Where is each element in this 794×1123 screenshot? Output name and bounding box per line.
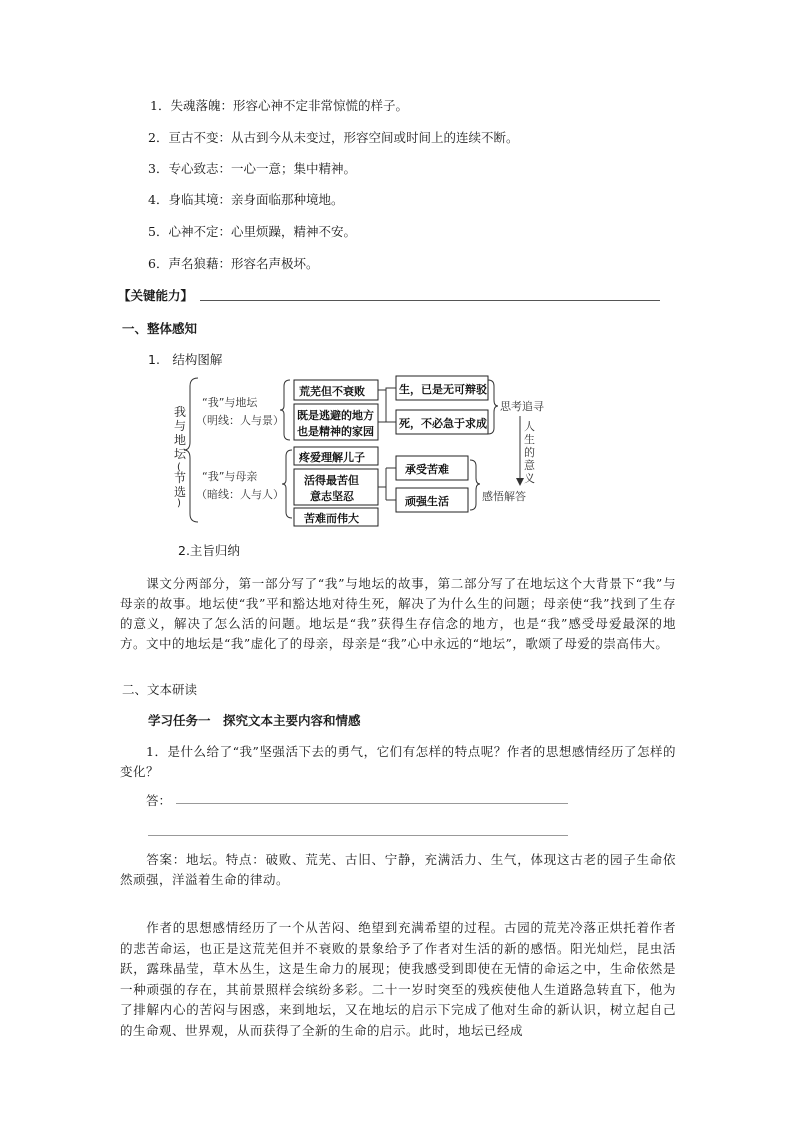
vocab-item-6: 6．声名狼藉：形容名声极坏。 (148, 256, 319, 271)
answer-paragraph-1: 答案：地坛。特点：破败、荒芜、古旧、宁静，充满活力、生气，体现这古老的园子生命依然顽强，洋溢着生命的律动。 (120, 852, 676, 887)
box-c-text: 生，已是无可辩驳 (399, 383, 487, 396)
structure-diagram (170, 372, 560, 532)
diagram-subtitle-char-2: 节 (174, 471, 187, 485)
connector-1 (378, 388, 396, 422)
vocab-item-4: 4．身临其境：亲身面临那种境地。 (148, 192, 344, 207)
section1-title: 一、整体感知 (122, 321, 198, 336)
diagram-title-char-1: 我 (174, 405, 187, 419)
diagram-title-char-2: 与 (174, 419, 187, 433)
answer-line-1[interactable] (176, 803, 568, 804)
diagram-title-char-3: 地 (174, 433, 187, 447)
right-vertical-char-5: 义 (524, 472, 535, 485)
box-b-text-1: 既是逃避的地方 (297, 409, 374, 422)
answer-line-2[interactable] (148, 835, 568, 836)
branch1-line2: （明线：人与景） (196, 414, 284, 427)
diagram-title-char-4: 坛 (174, 447, 187, 461)
branch1-line1: “我”与地坛 (202, 396, 258, 409)
theme-paragraph: 课文分两部分，第一部分写了“我”与地坛的故事，第二部分写了在地坛这个大背景下“我”与母亲的故事。地坛使“我”平和豁达地对待生死，解决了为什么生的问题；母亲使“我”找到了生存的意义，解决了怎么活的问题。地坛是“我”获得生存信念的地方，也是“我”感受母爱最深的地方。文中的地坛是“我”虚化了的母亲，母亲是“我”心中永远的“地坛”，歌颂了母爱的崇高伟大。 (120, 576, 676, 651)
section2-title: 二、文本研读 (122, 682, 198, 697)
right-vertical-char-3: 的 (524, 446, 535, 459)
key-ability-heading: 【关键能力】 (118, 288, 194, 303)
diagram-subtitle-char-4: ) (177, 498, 181, 509)
right-bottom-label: 感悟解答 (482, 490, 526, 503)
diagram-subtitle-char-1: ( (177, 462, 181, 473)
diagram-subtitle-char-3: 选 (174, 485, 187, 499)
task1-title: 学习任务一 探究文本主要内容和情感 (148, 713, 361, 728)
box-i-text: 顽强生活 (405, 495, 449, 508)
right-vertical-char-2: 生 (524, 433, 535, 446)
branch1-brace (280, 380, 290, 440)
box-e-text: 疼爱理解儿子 (299, 451, 365, 464)
box-f-text-1: 活得最苦但 (304, 474, 359, 487)
box-g-text: 苦难而伟大 (304, 512, 359, 525)
answer-label: 答： (146, 793, 172, 808)
heading-rule (200, 300, 660, 301)
right-vertical-char-1: 人 (524, 420, 535, 433)
vocab-item-3: 3．专心致志：一心一意；集中精神。 (148, 161, 356, 176)
answer-paragraph-2: 作者的思想感情经历了一个从苦闷、绝望到充满希望的过程。古园的荒芜冷落正烘托着作者的悲苦命运，也正是这荒芜但并不衰败的景象给予了作者对生活的新的感悟。阳光灿烂，昆虫活跃，露珠晶莹，草木丛生，这是生命力的展现；使我感受到即使在无情的命运之中，生命依然是一种顽强的存在，其前景照样会缤纷多彩。二十一岁时突至的残疾使他人生道路急转直下，他为了排解内心的苦闷与困惑，来到地坛，又在地坛的启示下完成了他对生命的新认识，树立起自己的生命观、世界观，从而获得了全新的生命的启示。此时，地坛已经成 (120, 920, 676, 1038)
box-a-text: 荒芜但不衰败 (299, 385, 365, 398)
vocab-item-1: 1．失魂落魄：形容心神不定非常惊慌的样子。 (150, 98, 408, 113)
connector-2 (378, 468, 396, 500)
branch2-line2: （暗线：人与人） (196, 488, 284, 501)
right-brace-top (488, 380, 498, 434)
vocab-item-5: 5．心神不定：心里烦躁，精神不安。 (148, 224, 356, 239)
box-d-text: 死，不必急于求成 (399, 417, 487, 430)
branch2-line1: “我”与母亲 (202, 470, 258, 483)
structure-item: 1. 结构图解 (148, 352, 223, 367)
meaning-arrow-head (516, 478, 524, 486)
question-1: 1．是什么给了“我”坚强活下去的勇气，它们有怎样的特点呢？作者的思想感情经历了怎样的变化？ (120, 744, 676, 779)
right-top-label: 思考追寻 (500, 400, 544, 413)
right-brace-bottom (470, 460, 480, 510)
branch2-brace (282, 450, 292, 518)
box-b-text-2: 也是精神的家园 (297, 425, 374, 438)
right-vertical-char-4: 意 (524, 459, 535, 472)
theme-item: 2.主旨归纳 (178, 543, 240, 558)
box-h-text: 承受苦难 (405, 463, 449, 476)
box-f-text-2: 意志坚忍 (310, 490, 354, 503)
vocab-item-2: 2．亘古不变：从古到今从未变过，形容空间或时间上的连续不断。 (148, 130, 519, 145)
